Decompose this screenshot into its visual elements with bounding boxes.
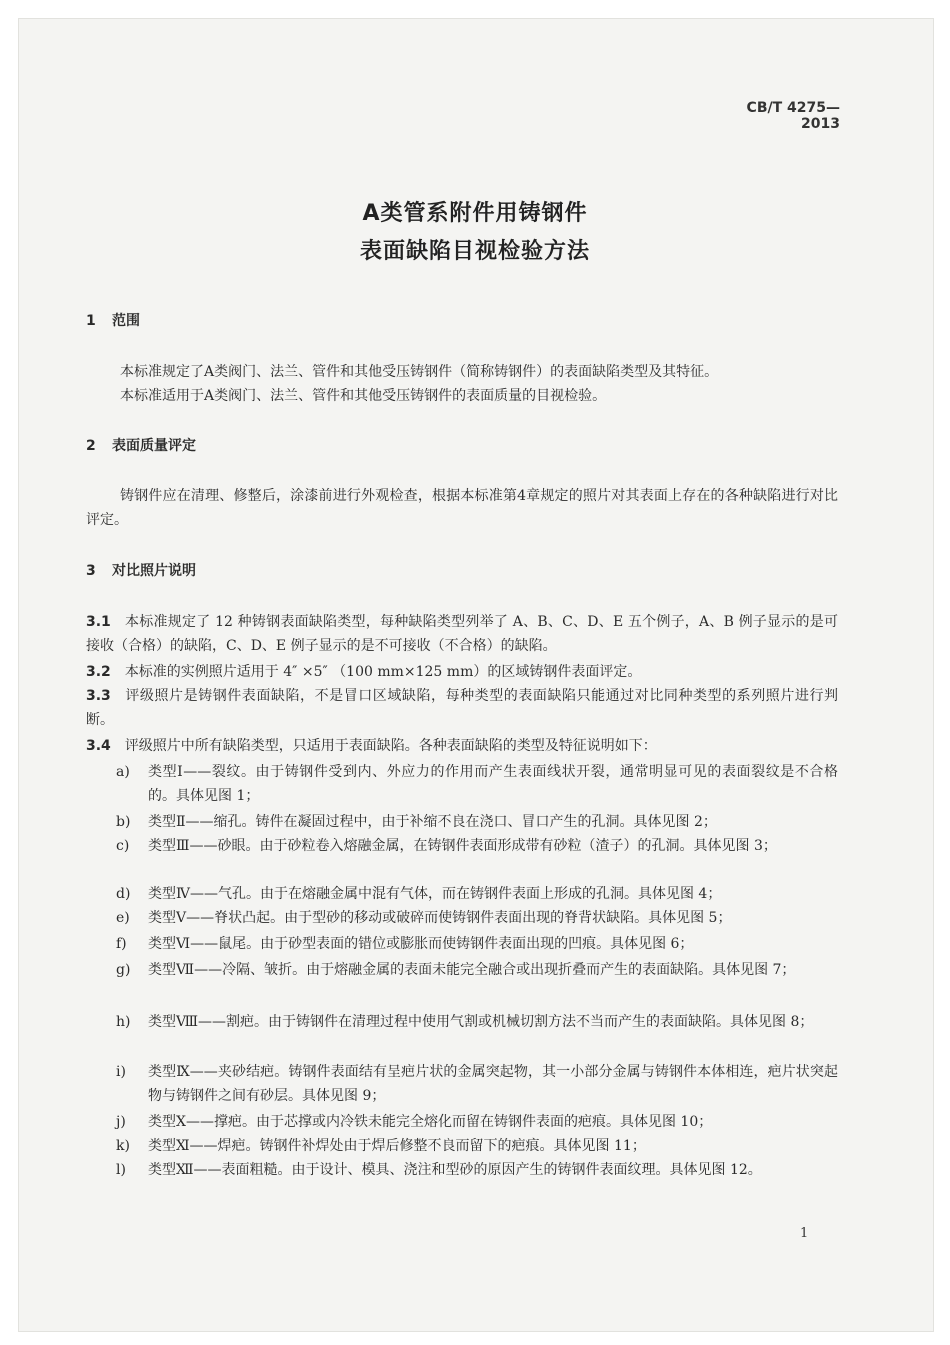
section-1-title: 范围 <box>112 313 140 329</box>
section-2-heading <box>86 435 196 455</box>
list-item-label: f) <box>116 936 127 952</box>
document-title-line-1: A类管系附件用铸钢件 <box>362 201 588 226</box>
section-1-paragraph-1: 本标准规定了A类阀门、法兰、管件和其他受压铸钢件（简称铸钢件）的表面缺陷类型及其特征。 <box>120 364 719 380</box>
list-item-text: 类型Ⅷ——割疤。由于铸钢件在清理过程中使用气割或机械切割方法不当而产生的表面缺陷。具体见图 8； <box>148 1014 814 1030</box>
clause-3-1 <box>86 610 838 658</box>
list-item-label: a) <box>116 764 130 780</box>
section-3-title: 对比照片说明 <box>112 563 196 579</box>
clause-3-1-number: 3.1 <box>86 614 111 630</box>
clause-3-4-number: 3.4 <box>86 738 111 754</box>
page-number: 1 <box>800 1226 809 1241</box>
clause-3-3 <box>86 684 838 732</box>
clause-3-3-text: 评级照片是铸钢件表面缺陷，不是冒口区域缺陷，每种类型的表面缺陷只能通过对比同种类型的系列照片进行判断。 <box>86 688 838 728</box>
list-item-label: j) <box>116 1114 126 1130</box>
standard-number: CB/T 4275—2013 <box>746 100 840 132</box>
section-3-heading <box>86 560 196 580</box>
list-item-label: c) <box>116 838 130 854</box>
list-item-text: 类型Ⅶ——冷隔、皱折。由于熔融金属的表面未能完全融合或出现折叠而产生的表面缺陷。具体见图 7； <box>148 962 796 978</box>
clause-3-4-text: 评级照片中所有缺陷类型，只适用于表面缺陷。各种表面缺陷的类型及特征说明如下： <box>124 738 657 754</box>
list-item-label: k) <box>116 1138 130 1154</box>
clause-3-1-text: 本标准规定了 12 种铸钢表面缺陷类型，每种缺陷类型列举了 A、B、C、D、E 五个例子，A、B 例子显示的是可接收（合格）的缺陷，C、D、E 例子显示的是不可接收（不合格）的缺陷。 <box>86 614 838 654</box>
section-1-number: 1 <box>86 313 96 329</box>
clause-3-2-number: 3.2 <box>86 664 111 680</box>
list-item-text: 类型Ⅹ——撑疤。由于芯撑或内冷铁未能完全熔化而留在铸钢件表面的疤痕。具体见图 10； <box>148 1114 713 1130</box>
section-1-paragraph-2: 本标准适用于A类阀门、法兰、管件和其他受压铸钢件的表面质量的目视检验。 <box>120 388 607 404</box>
list-item-label: i) <box>116 1064 126 1080</box>
list-item-label: e) <box>116 910 130 926</box>
list-item-text: 类型Ⅻ——表面粗糙。由于设计、模具、浇注和型砂的原因产生的铸钢件表面纹理。具体见图 12。 <box>148 1162 762 1178</box>
section-2-number: 2 <box>86 438 96 454</box>
list-item-text: 类型Ⅰ——裂纹。由于铸钢件受到内、外应力的作用而产生表面线状开裂，通常明显可见的表面裂纹是不合格的。具体见图 1； <box>148 764 838 804</box>
clause-3-2 <box>86 660 838 684</box>
list-item-text: 类型Ⅺ——焊疤。铸钢件补焊处由于焊后修整不良而留下的疤痕。具体见图 11； <box>148 1138 646 1154</box>
list-item-text: 类型Ⅴ——脊状凸起。由于型砂的移动或破碎而使铸钢件表面出现的脊背状缺陷。具体见图 5； <box>148 910 732 926</box>
clause-3-2-text: 本标准的实例照片适用于 4″ ×5″ （100 mm×125 mm）的区域铸钢件表面评定。 <box>124 664 642 680</box>
section-3-number: 3 <box>86 563 96 579</box>
list-item-text: 类型Ⅳ——气孔。由于在熔融金属中混有气体，而在铸钢件表面上形成的孔洞。具体见图 4； <box>148 886 722 902</box>
section-2-paragraph-1: 铸钢件应在清理、修整后，涂漆前进行外观检查，根据本标准第4章规定的照片对其表面上存在的各种缺陷进行对比评定。 <box>86 488 838 528</box>
section-2-title: 表面质量评定 <box>112 438 196 454</box>
list-item-text: 类型Ⅸ——夹砂结疤。铸钢件表面结有呈疤片状的金属突起物，其一小部分金属与铸钢件本体相连，疤片状突起物与铸钢件之间有砂层。具体见图 9； <box>148 1064 838 1104</box>
list-item-label: g) <box>116 962 131 978</box>
list-item-label: l) <box>116 1162 126 1178</box>
clause-3-3-number: 3.3 <box>86 688 111 704</box>
document-title-line-2: 表面缺陷目视检验方法 <box>359 239 590 264</box>
list-item-text: 类型Ⅲ——砂眼。由于砂粒卷入熔融金属，在铸钢件表面形成带有砂粒（渣子）的孔洞。具体见图 3； <box>148 838 777 854</box>
list-item-label: d) <box>116 886 131 902</box>
list-item-label: h) <box>116 1014 131 1030</box>
list-item-text: 类型Ⅱ——缩孔。铸件在凝固过程中，由于补缩不良在浇口、冒口产生的孔洞。具体见图 2； <box>148 814 717 830</box>
list-item-text: 类型Ⅵ——鼠尾。由于砂型表面的错位或膨胀而使铸钢件表面出现的凹痕。具体见图 6； <box>148 936 694 952</box>
clause-3-4 <box>86 734 838 758</box>
list-item-label: b) <box>116 814 131 830</box>
section-1-heading <box>86 310 140 330</box>
